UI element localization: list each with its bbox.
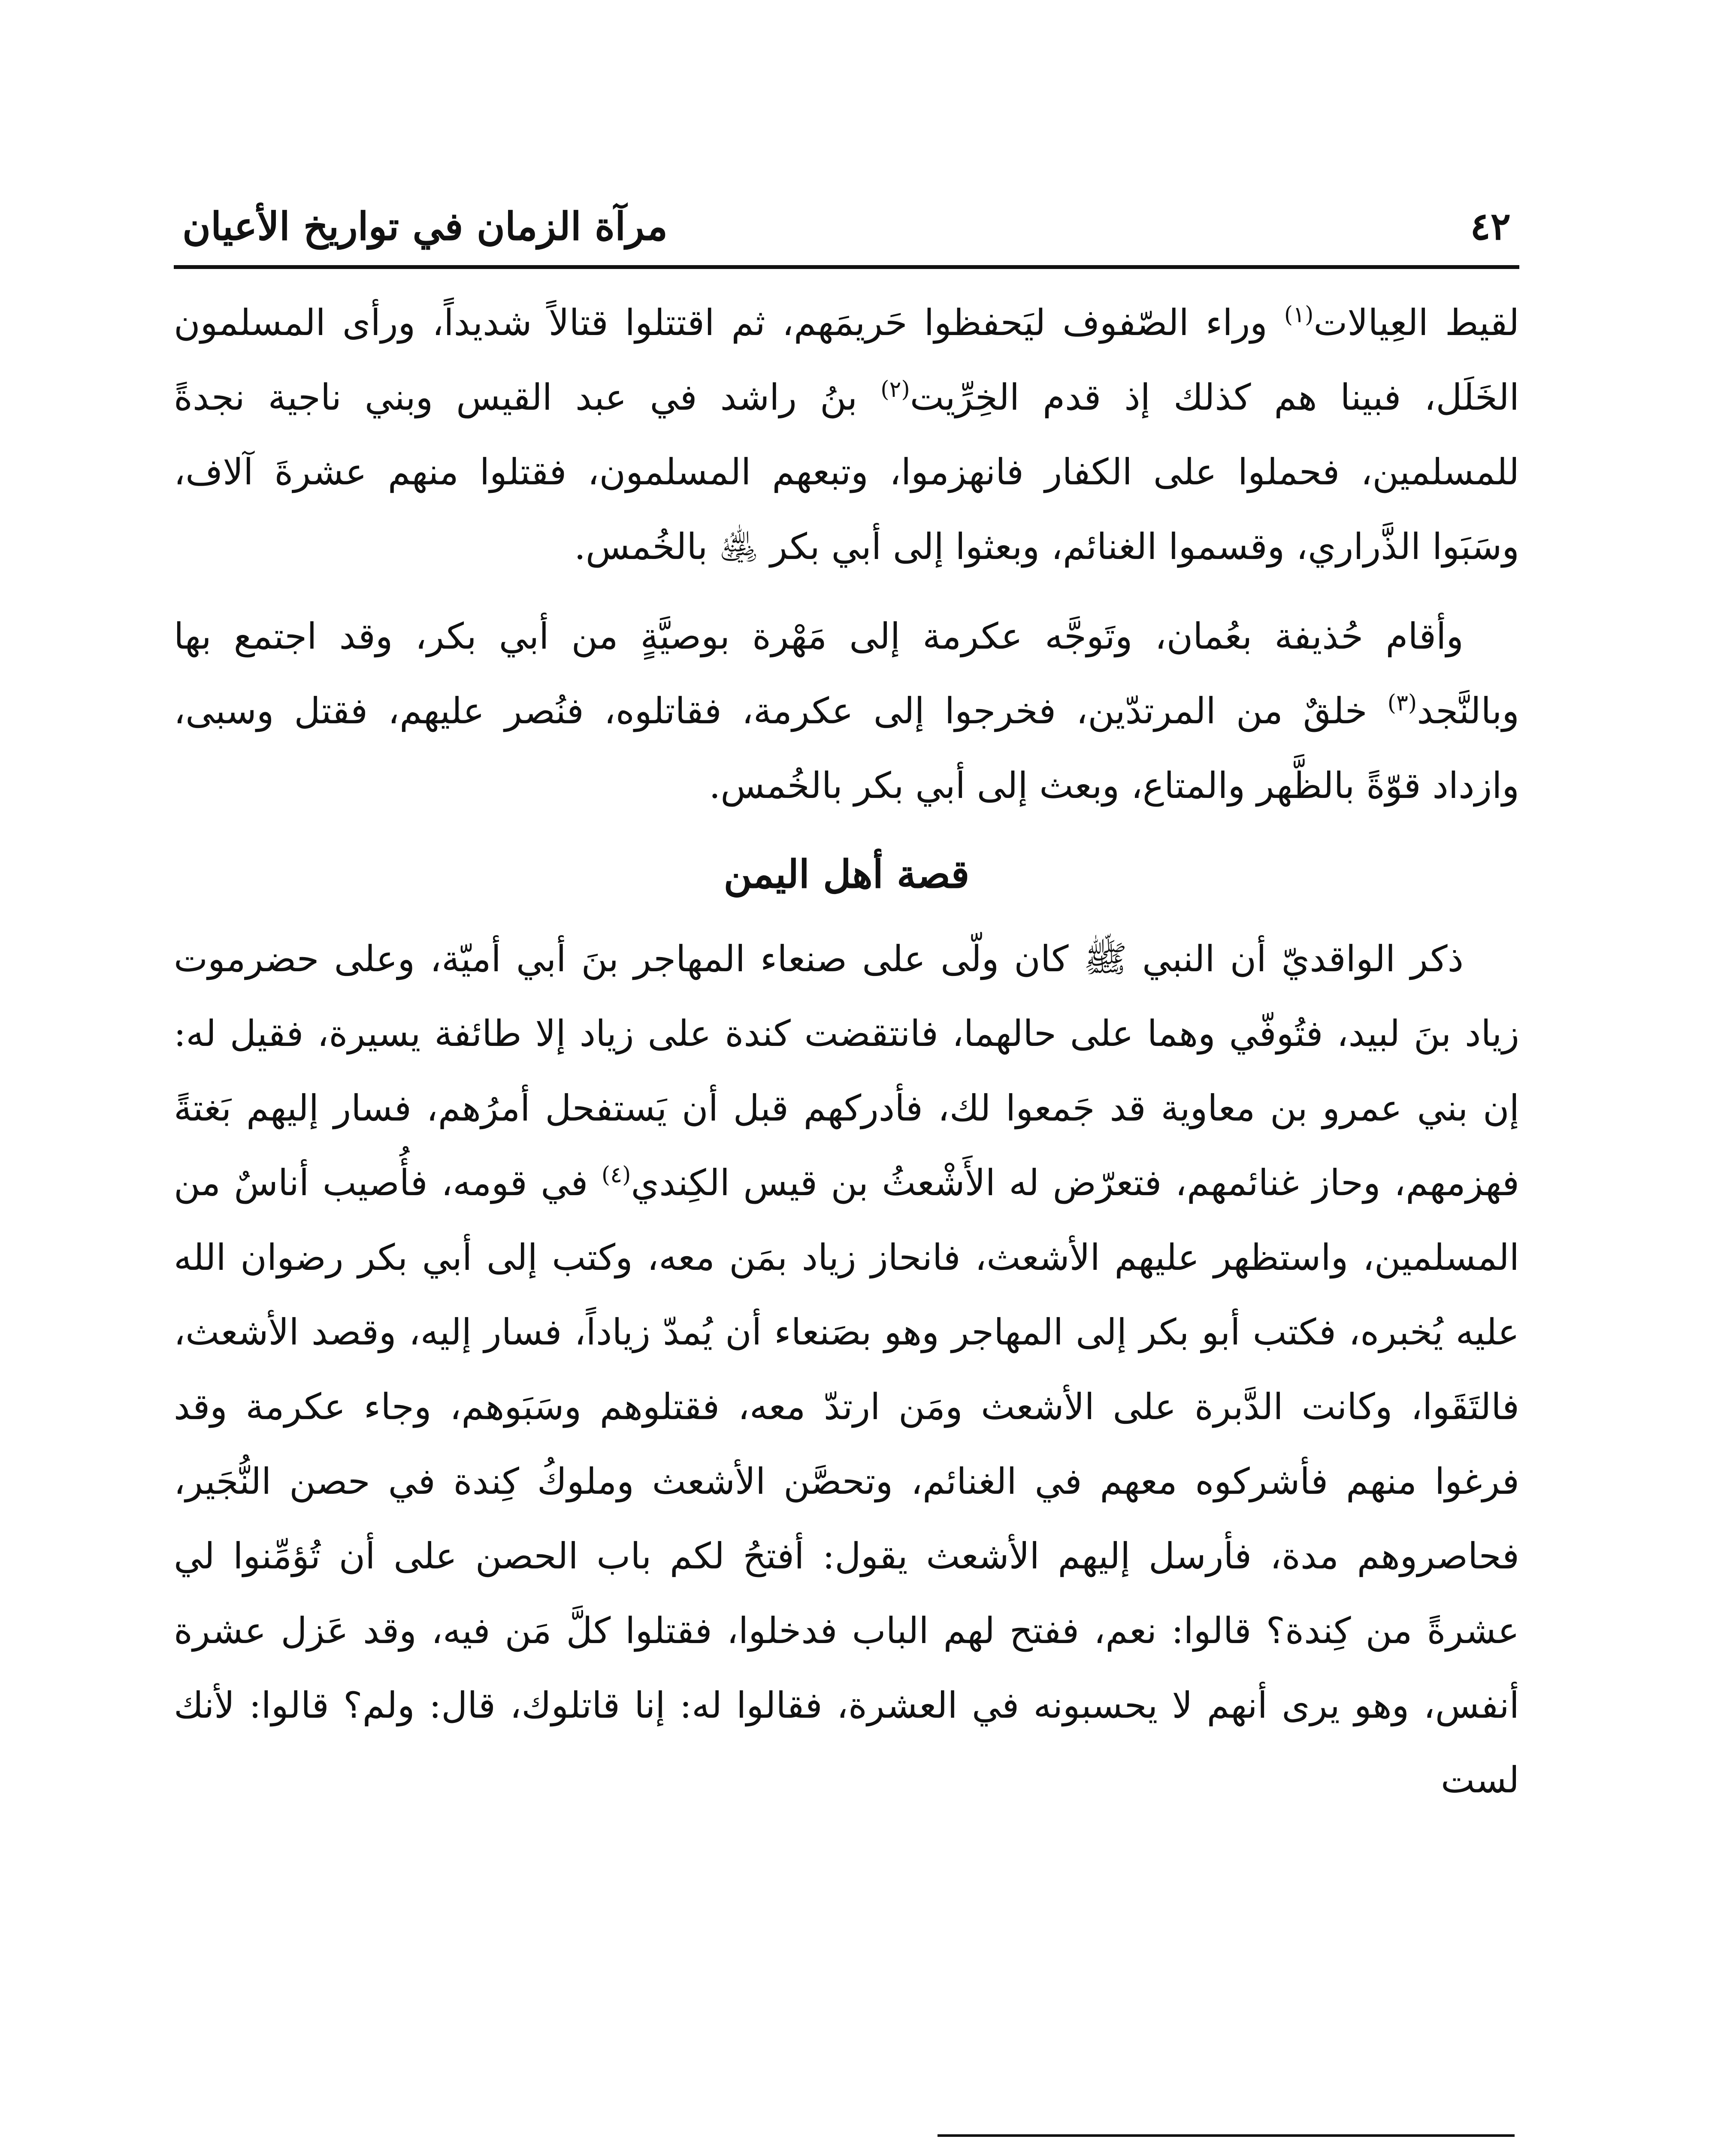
paragraph-1 bbox=[174, 285, 1519, 584]
footnote-separator bbox=[938, 2134, 1515, 2137]
footnote-ref-1: (١) bbox=[1284, 302, 1314, 328]
text-run: ذكر الواقديّ أن النبي ﷺ كان ولّى على صنعاء المهاجر بنَ أبي أميّة، وعلى حضرموت زياد بنَ لبيد، فتُوفّي وهما على حالهما، فانتقضت كندة على زياد إلا طائفة يسيرة، فقيل له: إن بني عمرو بن معاوية قد جَمعوا لك، فأدركهم قبل أن يَستفحل أمرُهم، فسار إليهم بَغتةً فهزمهم، وحاز غنائمهم، فتعرّض له الأَشْعثُ بن قيس الكِندي bbox=[174, 938, 1519, 1204]
footnote-ref-2: (٢) bbox=[880, 377, 910, 402]
text-run: في قومه، فأُصيب أناسٌ من المسلمين، واستظهر عليهم الأشعث، فانحاز زياد بمَن معه، وكتب إلى أبي بكر رضوان الله عليه يُخبره، فكتب أبو بكر إلى المهاجر وهو بصَنعاء أن يُمدّ زياداً، فسار إليه، وقصد الأشعث، فالتَقَوا، وكانت الدَّبرة على الأشعث ومَن ارتدّ معه، فقتلوهم وسَبَوهم، وجاء عكرمة وقد فرغوا منهم فأشركوه معهم في الغنائم، وتحصَّن الأشعث وملوكُ كِندة في حصن النُّجَير، فحاصروهم مدة، فأرسل إليهم الأشعث يقول: أفتحُ لكم باب الحصن على أن تُؤمِّنوا لي عشرةً من كِندة؟ قالوا: نعم، ففتح لهم الباب فدخلوا، فقتلوا كلَّ مَن فيه، وقد عَزل عشرة أنفس، وهو يرى أنهم لا يحسبونه في العشرة، فقالوا له: إنا قاتلوك، قال: ولم؟ قالوا: لأنك لست bbox=[174, 1162, 1519, 1801]
text-run: خلقٌ من المرتدّين، فخرجوا إلى عكرمة، فقاتلوه، فنُصر عليهم، فقتل وسبى، وازداد قوّةً بالظَّهر والمتاع، وبعث إلى أبي بكر بالخُمس. bbox=[174, 690, 1519, 807]
page-header bbox=[174, 195, 1519, 260]
header-rule bbox=[174, 265, 1519, 269]
section-heading: قصة أهل اليمن bbox=[723, 852, 970, 897]
main-text bbox=[174, 285, 1519, 1817]
footnote-ref-4: (٤) bbox=[601, 1162, 631, 1188]
page-number: ٤٢ bbox=[1470, 204, 1511, 248]
footnote-ref-3: (٣) bbox=[1387, 690, 1417, 716]
text-run: وراء الصّفوف ليَحفظوا حَريمَهم، ثم اقتتلوا قتالاً شديداً، ورأى المسلمون الخَلَل، فبينا هم كذلك إذ قدم الخِرِّيت bbox=[174, 302, 1519, 418]
text-run: بنُ راشد في عبد القيس وبني ناجية نجدةً للمسلمين، فحملوا على الكفار فانهزموا، وتبعهم المسلمون، فقتلوا منهم عشرةَ آلاف، وسَبَوا الذَّراري، وقسموا الغنائم، وبعثوا إلى أبي بكر ﵁ بالخُمس. bbox=[174, 376, 1519, 568]
paragraph-2 bbox=[174, 599, 1519, 823]
text-run: لقيط العِيالات bbox=[1313, 302, 1519, 344]
text-run: وأقام حُذيفة بعُمان، وتَوجَّه عكرمة إلى مَهْرة بوصيَّةٍ من أبي بكر، وقد اجتمع بها وبالنَّجد bbox=[174, 615, 1519, 732]
paragraph-3 bbox=[174, 921, 1519, 1817]
running-title: مرآة الزمان في تواريخ الأعيان bbox=[182, 204, 668, 249]
